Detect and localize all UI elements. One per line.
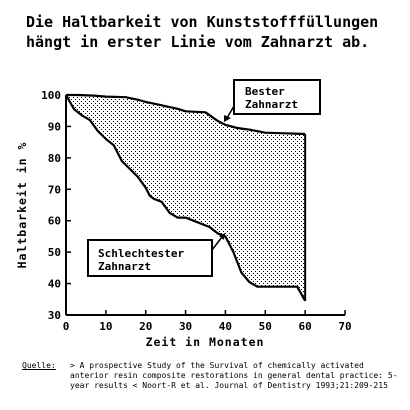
y-tick-label: 50 xyxy=(47,246,61,260)
y-tick-label: 90 xyxy=(47,120,61,134)
callout-worst-line-2: Zahnarzt xyxy=(98,260,151,273)
callout-worst-arrow-line xyxy=(212,237,222,250)
callout-best-line-2: Zahnarzt xyxy=(245,98,298,111)
y-tick-label: 100 xyxy=(41,89,61,102)
x-tick-label: 10 xyxy=(99,320,113,333)
callout-worst-line-1: Schlechtester xyxy=(98,247,185,260)
source-text: > A prospective Study of the Survival of chemically activated anterior resin composite restorations in general dental practice: 5-year results < Noort-R et al. Journal of Dentistry 1993;21:209-215 xyxy=(70,361,398,390)
x-tick-label: 50 xyxy=(258,320,272,333)
y-tick-label: 80 xyxy=(47,151,61,165)
y-tick-label: 60 xyxy=(47,214,61,228)
callout-best-arrow-line xyxy=(227,106,234,118)
x-tick-label: 0 xyxy=(62,320,70,333)
callout-best xyxy=(224,80,320,122)
title-line-1: Die Haltbarkeit von Kunststofffüllungen xyxy=(26,13,379,31)
y-tick-label: 40 xyxy=(47,277,61,291)
source-label: Quelle: xyxy=(22,361,56,370)
x-tick-label: 70 xyxy=(338,320,352,333)
x-tick-label: 20 xyxy=(139,320,153,333)
y-axis-title: Haltbarkeit in % xyxy=(15,141,29,269)
x-tick-label: 60 xyxy=(298,320,312,333)
title-line-2: hängt in erster Linie vom Zahnarzt ab. xyxy=(26,33,370,51)
y-tick-label: 70 xyxy=(47,183,61,197)
x-tick-label: 40 xyxy=(218,320,233,333)
callout-worst xyxy=(88,233,225,276)
callout-best-line-1: Bester xyxy=(245,85,285,98)
y-tick-label: 30 xyxy=(47,309,61,322)
x-tick-label: 30 xyxy=(178,320,193,333)
x-axis-title: Zeit in Monaten xyxy=(145,335,265,349)
